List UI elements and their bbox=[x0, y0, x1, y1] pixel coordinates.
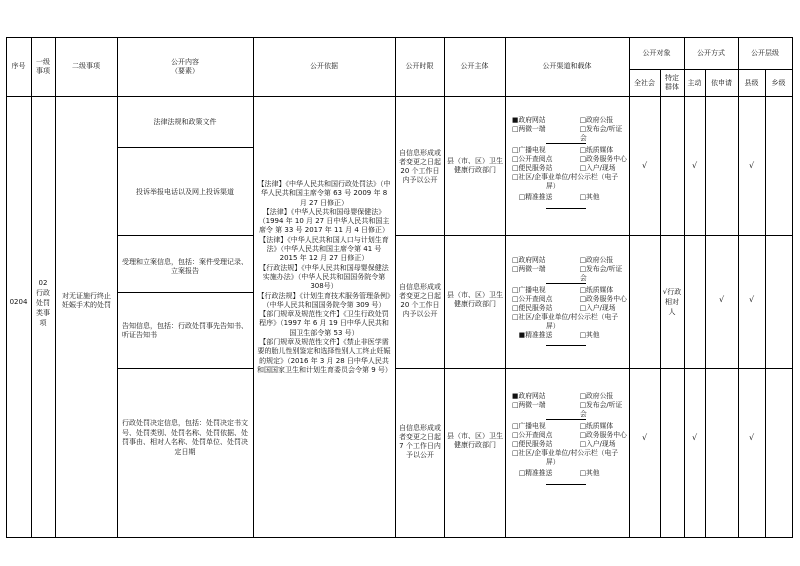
content-divider-1 bbox=[117, 147, 253, 148]
row-seq: 0204 bbox=[9, 298, 28, 306]
header-level: 公开层级 bbox=[751, 49, 779, 57]
header-method-apply: 依申请 bbox=[711, 79, 732, 87]
header-channel: 公开渠道和载体 bbox=[542, 62, 592, 70]
channel-3-underline-bottom bbox=[546, 484, 586, 485]
col-line-3 bbox=[117, 37, 118, 538]
check-b1-target-all: √ bbox=[641, 161, 648, 170]
time-block-3: 自信息形成或者变更之日起 7 个工作日内予以公开 bbox=[399, 424, 441, 459]
subject-block-1: 县（市、区）卫生健康行政部门 bbox=[447, 157, 503, 174]
col-line-5 bbox=[395, 37, 396, 538]
col-line-10 bbox=[684, 37, 685, 538]
channel-3-line-4: □广播电视 □纸质媒体 bbox=[512, 422, 614, 430]
header-content-a: 公开内容 bbox=[171, 58, 199, 66]
check-b3-target-all: √ bbox=[641, 433, 648, 442]
content-2: 投诉举报电话以及网上投诉渠道 bbox=[136, 188, 234, 196]
channel-1-line-6: □便民服务站 □入户/现场 bbox=[512, 164, 616, 172]
channel-2-line-1: □政府网站 □政府公报 bbox=[512, 256, 614, 264]
header-level-county: 县级 bbox=[744, 79, 759, 87]
content-divider-4 bbox=[117, 368, 253, 369]
channel-2-line-3: 会 bbox=[512, 274, 587, 282]
row-level2: 对无证施行终止妊娠手术的处罚 bbox=[62, 292, 111, 309]
header-group-divider bbox=[629, 69, 793, 70]
col-line-1 bbox=[31, 37, 32, 538]
subject-block-3: 县（市、区）卫生健康行政部门 bbox=[447, 432, 503, 449]
content-3: 受理和立案信息，包括：案件受理记录、立案报告 bbox=[122, 258, 248, 275]
header-basis: 公开依据 bbox=[310, 62, 338, 70]
block-divider-2 bbox=[395, 368, 793, 369]
check-b3-active: √ bbox=[691, 433, 698, 442]
channel-1-underline-top bbox=[546, 143, 586, 144]
channel-3-underline-top bbox=[546, 419, 586, 420]
channel-1-line-1: ■政府网站 □政府公报 bbox=[512, 116, 614, 124]
channel-3-line-7: □社区/企事业单位/村公示栏（电子 bbox=[512, 449, 619, 457]
check-b2-county: √ bbox=[748, 295, 755, 304]
header-level1: 一级事项 bbox=[36, 58, 50, 75]
content-divider-2 bbox=[117, 235, 253, 236]
channel-2-underline-bottom bbox=[546, 345, 586, 346]
content-1: 法律法规和政策文件 bbox=[153, 118, 217, 126]
channel-3-line-3: 会 bbox=[512, 410, 587, 418]
channel-1-line-2: □两微一端 □发布会/听证 bbox=[512, 125, 623, 133]
header-time-limit: 公开时限 bbox=[405, 62, 434, 70]
header-seq: 序号 bbox=[11, 62, 26, 70]
check-b2-apply: √ bbox=[718, 295, 725, 304]
check-b3-county: √ bbox=[748, 433, 755, 442]
channel-3-line-9: □精准推送 □其他 bbox=[512, 469, 600, 477]
header-subject: 公开主体 bbox=[460, 62, 489, 70]
block-divider-1 bbox=[395, 235, 793, 236]
channel-3-line-2: □两微一端 □发布会/听证 bbox=[512, 401, 623, 409]
channel-2-line-4: □广播电视 □纸质媒体 bbox=[512, 286, 614, 294]
channel-1-line-5: □公开查阅点 □政务服务中心 bbox=[512, 155, 627, 163]
col-line-13 bbox=[765, 69, 766, 538]
col-line-8 bbox=[629, 37, 630, 538]
header-bottom-border bbox=[6, 96, 793, 97]
subject-block-2: 县（市、区）卫生健康行政部门 bbox=[447, 291, 503, 308]
table-bottom-border bbox=[6, 537, 793, 538]
channel-3-line-8: 屏） bbox=[512, 458, 560, 466]
check-b1-active: √ bbox=[691, 161, 698, 170]
check-b2-target-special: √行政相对人 bbox=[662, 288, 682, 316]
table-top-border bbox=[6, 37, 793, 38]
header-target-all: 全社会 bbox=[634, 79, 655, 87]
header-level2: 二级事项 bbox=[72, 62, 100, 70]
channel-1-line-3: 会 bbox=[512, 134, 587, 142]
channel-3-line-1: ■政府网站 □政府公报 bbox=[512, 392, 614, 400]
content-4: 告知信息，包括：行政处罚事先告知书、听证告知书 bbox=[122, 322, 248, 339]
col-line-7 bbox=[505, 37, 506, 538]
header-target-special: 特定群体 bbox=[665, 74, 679, 91]
channel-2-line-5: □公开查阅点 □政务服务中心 bbox=[512, 295, 627, 303]
header-content-b: （要素） bbox=[171, 67, 199, 75]
channel-1-underline-bottom bbox=[546, 208, 586, 209]
channel-1-line-9: □精准推送 □其他 bbox=[512, 193, 600, 201]
row-level1: 02 行政处罚类事项 bbox=[36, 279, 50, 327]
content-divider-3 bbox=[117, 292, 253, 293]
channel-2-underline-top bbox=[546, 283, 586, 284]
header-method-active: 主动 bbox=[687, 79, 702, 87]
channel-1-line-7: □社区/企事业单位/村公示栏（电子 bbox=[512, 173, 619, 181]
row-basis: 【法律】《中华人民共和国行政处罚法》（中华人民共和国主席令第 63 号 2009 年 8 月 27 日修正） 【法律】《中华人民共和国母婴保健法》（1994 年 10 月 27 日中华人民共和国主席令 第 33 号 2017 年 11 月 4 日修正） 【法律】《中华人民共和国人口与计划生育法》（中华人民共和国主席令第 41 号 2015 年 12 月 27 日修正） 【行政法规】《中华人民共和国母婴保健法实施办法》（中华人民共和国国务院令第 308号） 【行政法规】《计划生育技术服务管理条例》（中华人民共和国国务院令第 309 号） 【部门规章及规范性文件】《卫生行政处罚程序》（1997 年 6 月 19 日中华人民共和国卫生部令第 53 号） 【部门规章及规范性文件】《禁止非医学需要的胎儿性别鉴定和选择性别人工终止妊娠的规定》（2016 年 3 月 28 日中华人民共和国国家卫生和计划生育委员会令第 9 号） bbox=[257, 180, 392, 374]
channel-2-line-7: □社区/企事业单位/村公示栏（电子 bbox=[512, 313, 619, 321]
col-line-6 bbox=[444, 37, 445, 538]
time-block-1: 自信息形成或者变更之日起 20 个工作日内予以公开 bbox=[399, 149, 441, 184]
check-b1-county: √ bbox=[748, 161, 755, 170]
col-line-4 bbox=[253, 37, 254, 538]
col-line-14 bbox=[792, 37, 793, 538]
channel-2-line-2: □两微一端 □发布会/听证 bbox=[512, 265, 623, 273]
header-level-town: 乡级 bbox=[771, 79, 786, 87]
channel-1-line-8: 屏） bbox=[512, 182, 560, 190]
channel-3-line-6: □便民服务站 □入户/现场 bbox=[512, 440, 616, 448]
col-line-2 bbox=[55, 37, 56, 538]
content-5: 行政处罚决定信息，包括：处罚决定书文号、处罚类别、处罚名称、处罚依据、处罚事由、相对人名称、处罚单位、处罚决定日期 bbox=[122, 419, 248, 456]
time-block-2: 自信息形成或者变更之日起 20 个工作日内予以公开 bbox=[399, 283, 441, 318]
header-target: 公开对象 bbox=[642, 49, 671, 57]
channel-2-line-9: ■精准推送 □其他 bbox=[512, 331, 600, 339]
header-method: 公开方式 bbox=[697, 49, 725, 57]
channel-3-line-5: □公开查阅点 □政务服务中心 bbox=[512, 431, 627, 439]
col-line-12 bbox=[738, 37, 739, 538]
channel-1-line-4: □广播电视 □纸质媒体 bbox=[512, 146, 614, 154]
col-line-0 bbox=[6, 37, 7, 538]
col-line-9 bbox=[660, 69, 661, 538]
channel-2-line-8: 屏） bbox=[512, 322, 560, 330]
channel-2-line-6: □便民服务站 □入户/现场 bbox=[512, 304, 616, 312]
